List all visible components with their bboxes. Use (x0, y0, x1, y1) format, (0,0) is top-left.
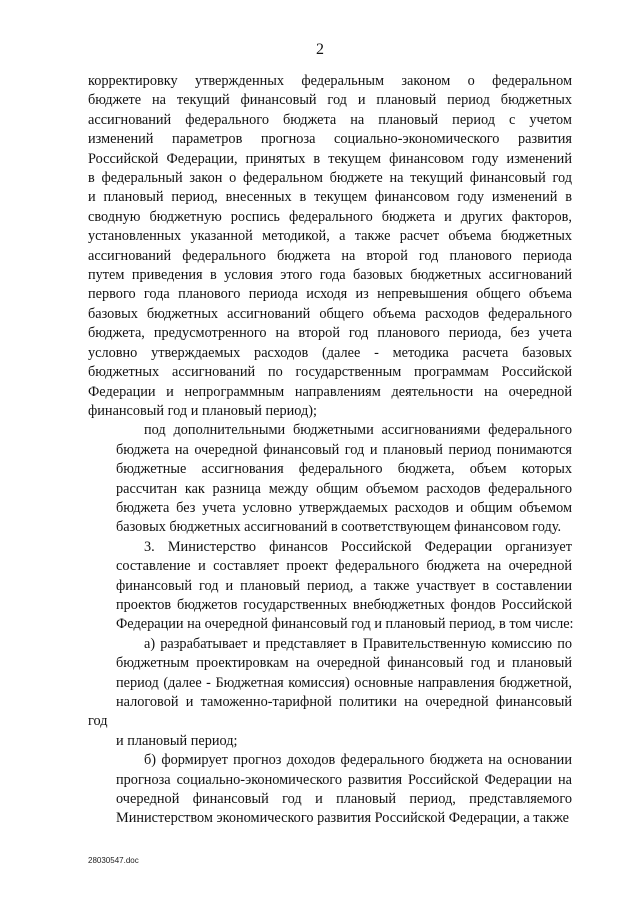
text-line: б) формирует прогноз доходов федерального бюджета на основании (144, 752, 572, 769)
text-line: составление и составляет проект федерального бюджета на очередной (116, 558, 572, 575)
text-line: прогноза социально-экономического развития Российской Федерации на (116, 771, 572, 788)
document-body (88, 72, 572, 829)
text-line: корректировку утвержденных федеральным законом о федеральном (88, 73, 572, 89)
text-line: бюджетным проектировкам на очередной финансовый год и плановый (116, 655, 572, 672)
text-line: а) разрабатывает и представляет в Правительственную комиссию по (144, 635, 572, 652)
text-line: путем приведения в условия этого года базовых бюджетных ассигнований (88, 267, 572, 284)
text-line: Федерации на очередной финансовый год и плановый период, в том числе: (116, 616, 574, 633)
text-line: первого года планового периода исходя из непревышения общего объема (88, 286, 572, 303)
text-line: и плановый период; (116, 732, 238, 749)
text-line: Федерации и непрограммным направлениям деятельности на очередной (88, 383, 572, 400)
paragraph (88, 751, 572, 829)
text-line: условно утверждаемых расходов (далее - методика расчета базовых (88, 344, 572, 361)
text-line: в федеральный закон о федеральном бюджете на текущий финансовый год (88, 170, 572, 187)
text-line: и плановый период, внесенных в текущем финансовом году изменений в (88, 189, 572, 206)
text-line: 3. Министерство финансов Российской Федерации организует (144, 538, 572, 555)
text-line: базовых бюджетных ассигнований в соответствующем финансовом году. (116, 519, 562, 536)
text-line: бюджетные ассигнования федерального бюджета, объем которых (116, 461, 572, 478)
text-line: рассчитан как разница между общим объемом расходов федерального (116, 480, 572, 497)
text-line: период (далее - Бюджетная комиссия) основные направления бюджетной, (116, 674, 572, 691)
paragraph (88, 538, 572, 635)
text-line: очередной финансовый год и плановый период, представляемого (116, 791, 572, 808)
paragraph (88, 635, 572, 751)
text-line: бюджетных ассигнований по государственным программам Российской (88, 364, 572, 381)
text-line: бюджета, предусмотренного на второй год планового периода, без учета (88, 325, 572, 342)
text-line: проектов бюджетов государственных внебюджетных фондов Российской (116, 596, 572, 613)
page-number: 2 (316, 41, 324, 58)
text-line: Российской Федерации, принятых в текущем финансовом году изменений (88, 150, 572, 167)
text-line: Министерством экономического развития Российской Федерации, а также (116, 810, 570, 827)
text-line: ассигнований федерального бюджета на второй год планового периода (88, 247, 572, 264)
text-line: сводную бюджетную роспись федерального бюджета и других факторов, (88, 208, 572, 225)
text-line: бюджета без учета условно утверждаемых расходов и общим объемом (116, 499, 572, 516)
text-line: ассигнований федерального бюджета на плановый период с учетом (88, 111, 572, 128)
text-line: бюджете на текущий финансовый год и плановый период бюджетных (88, 92, 572, 109)
text-line: изменений параметров прогноза социально-экономического развития (88, 131, 572, 148)
document-footer-filename: 28030547.doc (88, 856, 139, 865)
text-line: установленных указанной методикой, а также расчет объема бюджетных (88, 228, 572, 245)
paragraph (88, 421, 572, 537)
text-line: базовых бюджетных ассигнований общего объема расходов федерального (88, 305, 572, 322)
text-line: финансовый год и плановый период); (88, 402, 318, 419)
text-line: под дополнительными бюджетными ассигнованиями федерального (144, 422, 572, 439)
text-line: налоговой и таможенно-тарифной политики на очередной финансовый год (88, 694, 572, 730)
text-line: финансовый год и плановый период, а также участвует в составлении (116, 577, 572, 594)
paragraph (88, 72, 572, 421)
text-line: бюджета на очередной финансовый год и плановый период понимаются (116, 441, 572, 458)
